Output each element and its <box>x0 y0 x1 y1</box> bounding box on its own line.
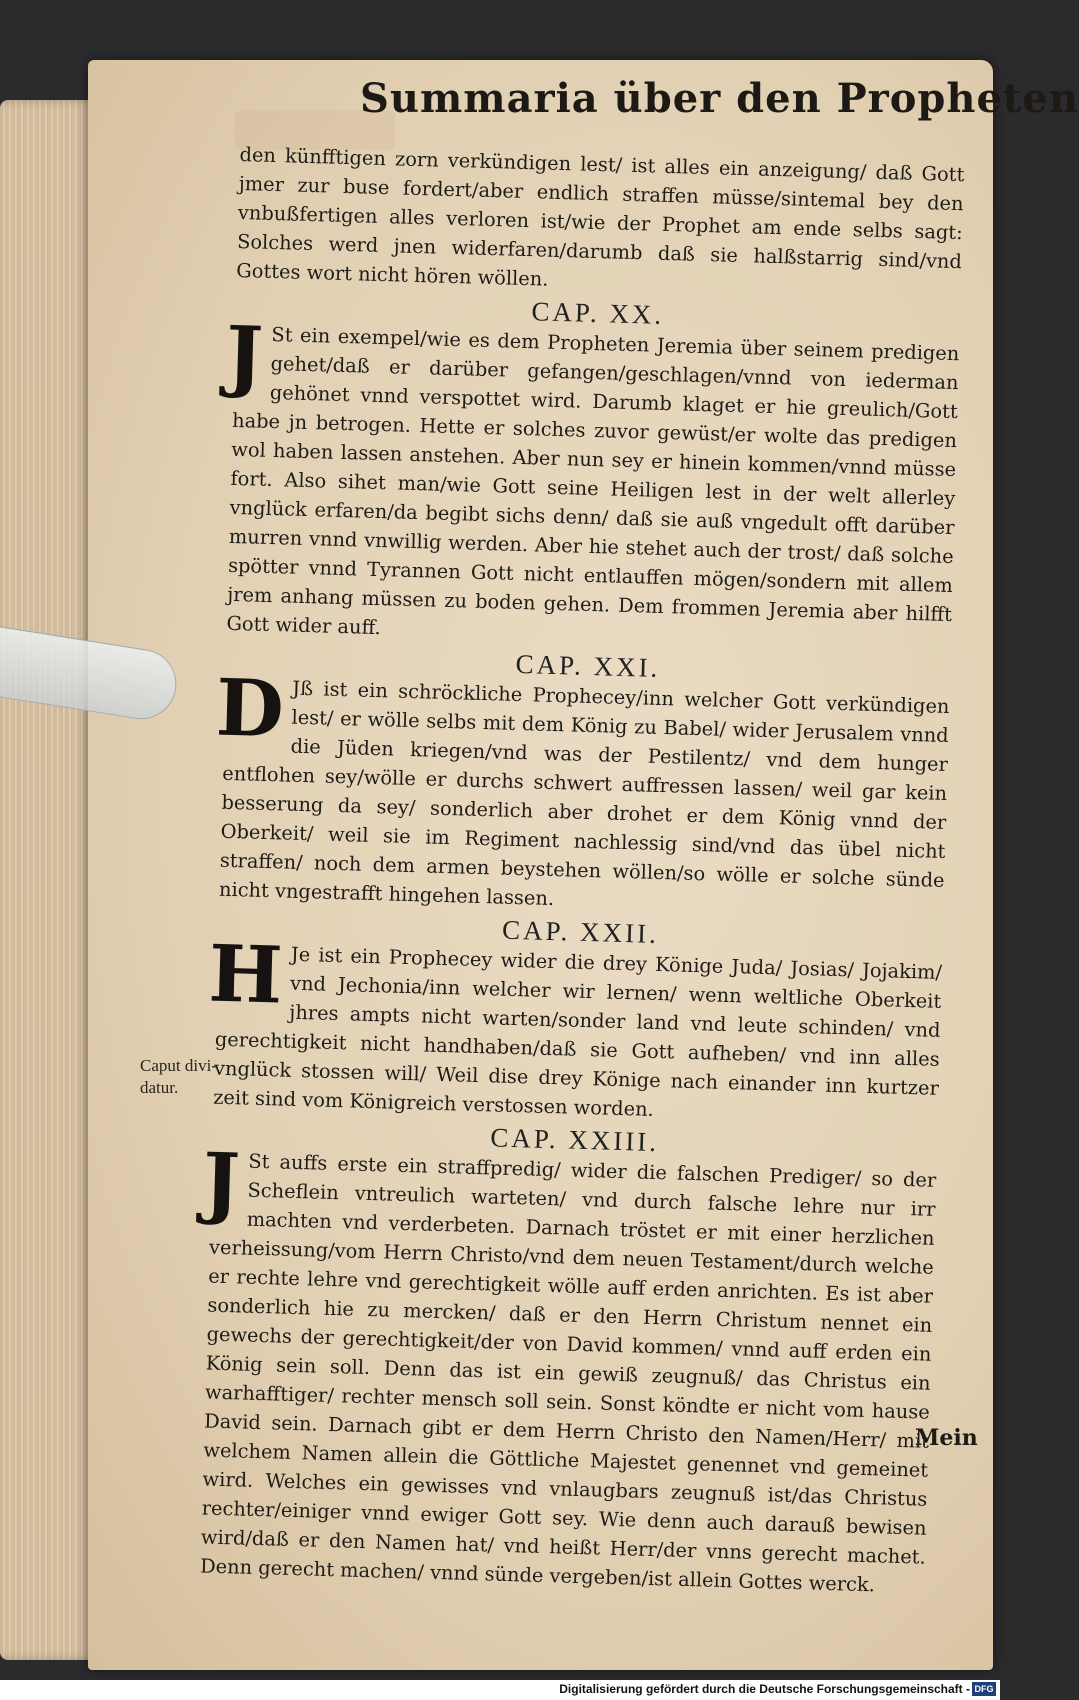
paragraph-text: Je ist ein Prophecey wider die drey Könige Juda/ Josias/ Jojakim/ vnd Jechonia/inn welcher wir lernen/ wenn weltliche Oberkeit jhres ampts nicht warten/sonder land vnd leute schinden/ vnd gerechtigkeit nicht handhaben/daß sie Gott aufheben/ vnd inn alles vnglück stossen will/ Weil dise drey Könige nach einander inn kurtzer zeit sind vom Königreich verstossen worden. <box>212 942 943 1121</box>
running-head: Summaria über den Propheten <box>360 75 1079 122</box>
chapter-heading: CAP. XXIII. <box>489 1122 660 1158</box>
drop-initial: H <box>207 928 284 1022</box>
drop-initial: J <box>201 1136 242 1229</box>
page-edge <box>0 100 95 1660</box>
chapter-heading: CAP. XXII. <box>501 914 660 949</box>
dfg-logo-badge: DFG <box>972 1682 996 1696</box>
footer-credit: Digitalisierung gefördert durch die Deutsche Forschungsgemeinschaft - <box>559 1682 970 1696</box>
text-column <box>200 140 965 1601</box>
drop-initial: J <box>224 309 265 402</box>
catchword: Mein <box>915 1425 978 1451</box>
paragraph-text: Jß ist ein schröckliche Prophecey/inn welcher Gott verkündigen lest/ er wölle selbs mit dem König zu Babel/ wider Jerusalem vnnd die Jüden kriegen/vnd was der Pestilentz/ vnd dem hunger entflohen sey/wölle er durchs schwert auffressen lassen/ weil gar kein besserung da sey/ sonderlich aber drohet er dem König vnnd der Oberkeit/ weil sie im Regiment nachlessig sind/vnd das übel nicht straffen/ noch dem armen beystehen wöllen/so wölle er solche sünde nicht vngestrafft hingehen lassen. <box>218 676 950 911</box>
paragraph-intro: den künfftigen zorn verkündigen lest/ ist alles ein anzeigung/ daß Gott jmer zur buse fordert/aber endlich straffen müsse/sintemal bey den vnbußfertigen alles verloren ist/wie der Prophet am ende selbs sagt: Solches werd jnen widerfaren/darumb daß sie halßstarrig sind/vnd Gottes wort nicht hören wöllen. <box>236 142 965 291</box>
chapter-heading: CAP. XXI. <box>515 648 661 683</box>
paragraph-text: St ein exempel/wie es dem Propheten Jeremia über seinem predigen gehet/daß er darüber gefangen/geschlagen/vnnd von iederman gehönet vnnd verspottet wird. Darumb klaget er hie greulich/Gott habe jn betrogen. Hette er solches zuvor gewüst/er wolte das predigen wol haben lassen anstehen. Aber nun sey er hinein kommen/vnnd müsse fort. Also sihet man/wie Gott seine Heiligen lest in der welt allerley vnglück erfaren/da begibt sichs denn/ daß sie auß vngedult offt darüber murren vnnd vnwillig werden. Aber hie stehet auch der trost/ daß solche spötter vnnd Tyrannen Gott nicht entlauffen mögen/sondern mit allem jrem anhang müssen zu boden gehen. Dem frommen Jeremia aber hilfft Gott wider auff. <box>226 322 960 640</box>
chapter-heading: CAP. XX. <box>531 296 665 330</box>
drop-initial: D <box>214 662 286 756</box>
margin-note: Caput divi-datur. <box>140 1056 217 1097</box>
paragraph-text: St auffs erste ein straffpredig/ wider die falschen Prediger/ so der Scheflein vntreulich warteten/ vnd durch falsche lehre nur irr machten vnd verderbeten. Darnach tröstet er mit einer herzlichen verheissung/vom Herrn Christo/vnd dem neuen Testament/durch welche er rechte lehre vnd gerechtigkeit wölle auff erden anrichten. Es ist aber sonderlich hie zu mercken/ daß er den Herrn Christum nennet ein gewechs der gerechtigkeit/der von David kommen/ vnnd auff erden ein König sein soll. Denn das ist ein gewiß zeugnuß/ das Christus ein warhafftiger/ rechter mensch soll sein. Sonst köndte er nicht vom hause David sein. Darnach gibt er dem Herrn Christo den Namen/Herr/ mit welchem Namen allein die Göttliche Majestet genennet vnd gemeinet wird. Welches ein gewisses vnd vnlaugbars zeugnuß ist/das Christus rechter/einiger vnnd ewiger Gott sey. Wie denn auch darauß bewisen wird/daß er den Namen hat/ vnd heißt Herr/der vnns gerecht machet. Denn gerecht machen/ vnnd sünde vergeben/ist allein Gottes werck. <box>199 1149 937 1597</box>
